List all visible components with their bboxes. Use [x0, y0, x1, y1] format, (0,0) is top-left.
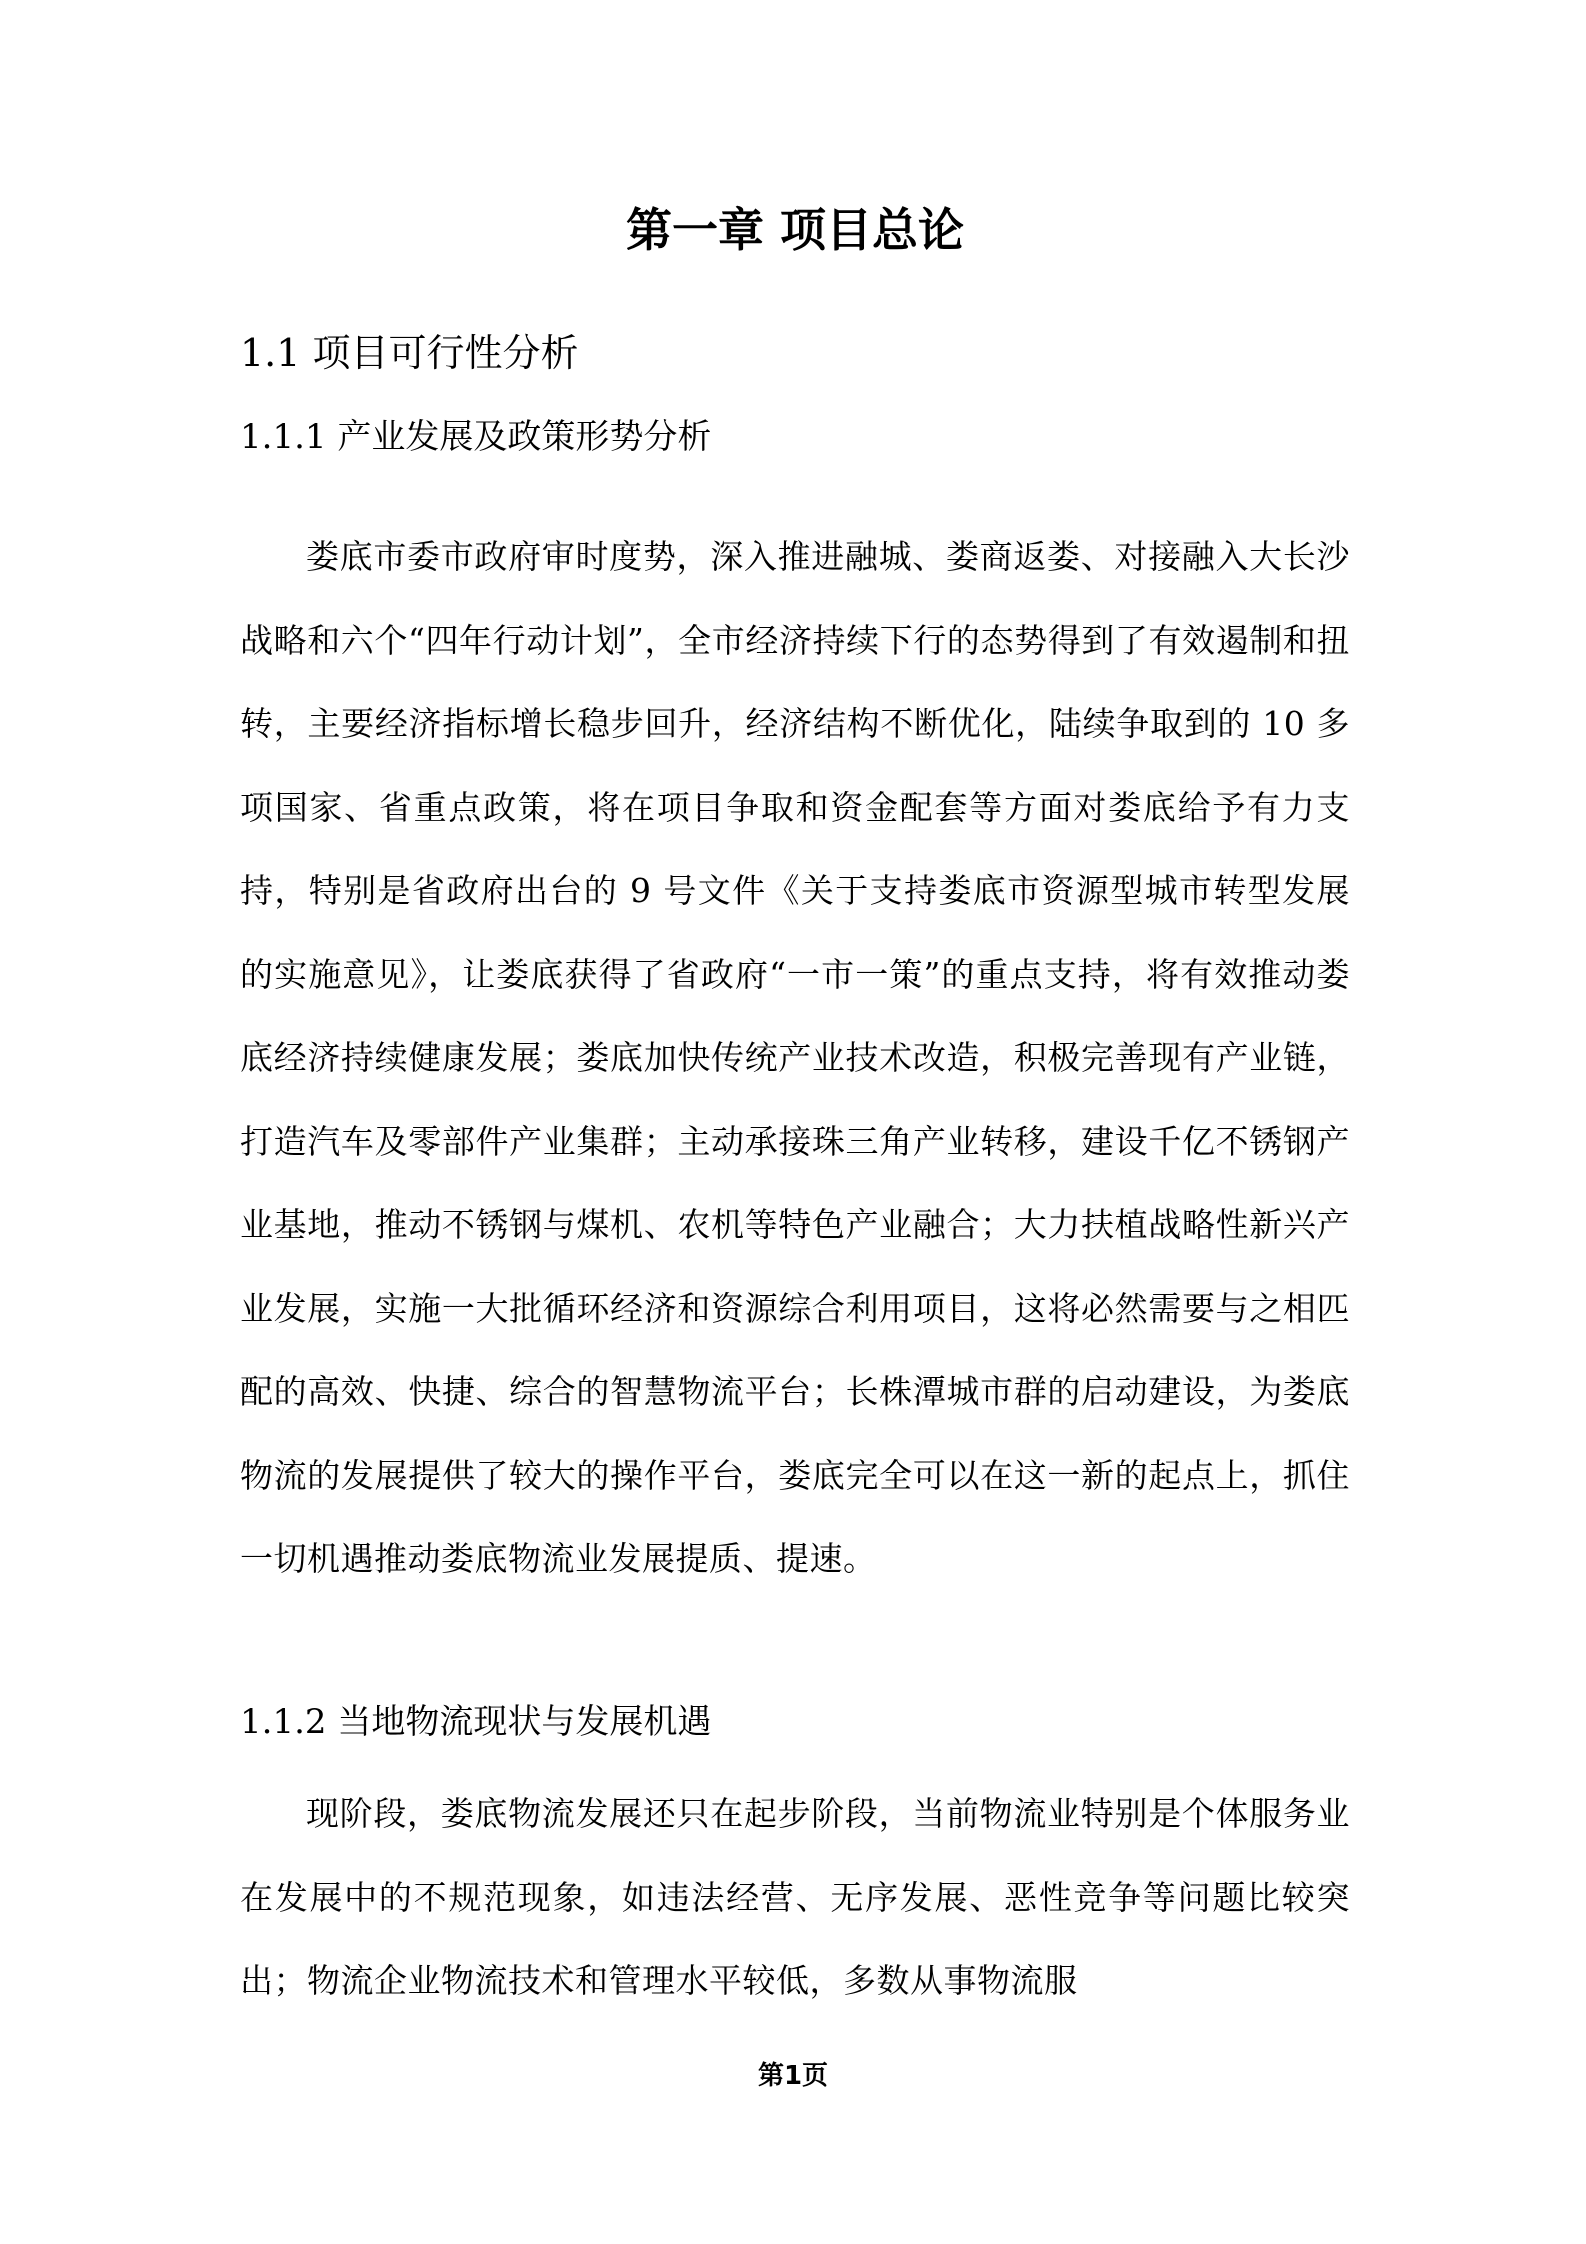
page-number: 第1页	[757, 2061, 829, 2091]
chapter-title: 第一章 项目总论	[625, 203, 964, 257]
section-heading-1-1-2: 1.1.2 当地物流现状与发展机遇	[240, 1702, 712, 1742]
body-paragraph: 现阶段，娄底物流发展还只在起步阶段，当前物流业特别是个体服务业在发展中的不规范现象，如违法经营、无序发展、恶性竞争等问题比较突出；物流企业物流技术和管理水平较低，多数从事物流服	[240, 1794, 1350, 2000]
section-heading-1-1-1: 1.1.1 产业发展及政策形势分析	[240, 417, 712, 457]
section-heading-1-1: 1.1 项目可行性分析	[240, 331, 579, 375]
body-paragraph: 娄底市委市政府审时度势，深入推进融城、娄商返娄、对接融入大长沙战略和六个“四年行动计划”，全市经济持续下行的态势得到了有效遏制和扭转，主要经济指标增长稳步回升，经济结构不断优化，陆续争取到的 10 多项国家、省重点政策，将在项目争取和资金配套等方面对娄底给予有力支持，特别是省政府出台的 9 号文件《关于支持娄底市资源型城市转型发展的实施意见》，让娄底获得了省政府“一市一策”的重点支持，将有效推动娄底经济持续健康发展；娄底加快传统产业技术改造，积极完善现有产业链，打造汽车及零部件产业集群；主动承接珠三角产业转移，建设千亿不锈钢产业基地，推动不锈钢与煤机、农机等特色产业融合；大力扶植战略性新兴产业发展，实施一大批循环经济和资源综合利用项目，这将必然需要与之相匹配的高效、快捷、综合的智慧物流平台；长株潭城市群的启动建设，为娄底物流的发展提供了较大的操作平台，娄底完全可以在这一新的起点上，抓住一切机遇推动娄底物流业发展提质、提速。	[240, 537, 1350, 1578]
